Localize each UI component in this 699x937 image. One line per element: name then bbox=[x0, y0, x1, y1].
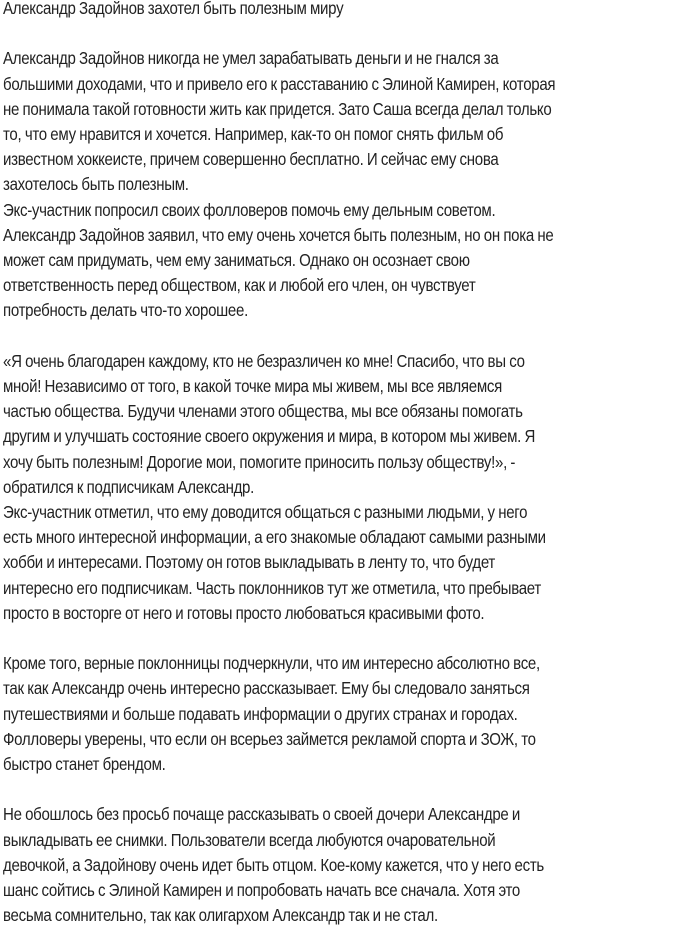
article-line: Александр Задойнов никогда не умел зарабатывать деньги и не гнался за bbox=[3, 48, 499, 68]
article-line: может сам придумать, чем ему заниматься. Однако он осознает свою bbox=[3, 250, 470, 270]
article-line: путешествиями и больше подавать информации о других странах и городах. bbox=[3, 704, 518, 724]
article-line: хобби и интересами. Поэтому он готов выкладывать в ленту то, что будет bbox=[3, 552, 496, 572]
article-line: просто в восторге от него и готовы просто любоваться красивыми фото. bbox=[3, 603, 485, 623]
article-line: быстро станет брендом. bbox=[3, 754, 166, 774]
article-line: Кроме того, верные поклонницы подчеркнули, что им интересно абсолютно все, bbox=[3, 653, 540, 673]
article-line: захотелось быть полезным. bbox=[3, 174, 189, 194]
article-line: есть много интересной информации, а его знакомые обладают самыми разными bbox=[3, 527, 546, 547]
article-line: Фолловеры уверены, что если он всерьез займется рекламой спорта и ЗОЖ, то bbox=[3, 729, 536, 749]
article-line: Александр Задойнов заявил, что ему очень хочется быть полезным, но он пока не bbox=[3, 225, 554, 245]
article-line: Экс-участник попросил своих фолловеров помочь ему дельным советом. bbox=[3, 200, 496, 220]
article-line: шанс сойтись с Элиной Камирен и попробовать начать все сначала. Хотя это bbox=[3, 880, 520, 900]
article-title: Александр Задойнов захотел быть полезным миру bbox=[3, 0, 344, 18]
article-line: обратился к подписчикам Александр. bbox=[3, 477, 255, 497]
article-line: «Я очень благодарен каждому, кто не безразличен ко мне! Спасибо, что вы со bbox=[3, 351, 525, 371]
article-line: потребность делать что-то хорошее. bbox=[3, 300, 248, 320]
article-line: девочкой, а Задойнову очень идет быть отцом. Кое-кому кажется, что у него есть bbox=[3, 855, 544, 875]
article-line: так как Александр очень интересно рассказывает. Ему бы следовало заняться bbox=[3, 678, 530, 698]
article-line: частью общества. Будучи членами этого общества, мы все обязаны помогать bbox=[3, 401, 523, 421]
article-line: большими доходами, что и привело его к расставанию с Элиной Камирен, которая bbox=[3, 74, 556, 94]
article-line: известном хоккеисте, причем совершенно бесплатно. И сейчас ему снова bbox=[3, 149, 499, 169]
article-line: интересно его подписчикам. Часть поклонников тут же отметила, что пребывает bbox=[3, 578, 541, 598]
article-line: не понимала такой готовности жить как придется. Зато Саша всегда делал только bbox=[3, 99, 552, 119]
article-line: Экс-участник отметил, что ему доводится общаться с разными людьми, у него bbox=[3, 502, 528, 522]
article-line: другим и улучшать состояние своего окружения и мира, в котором мы живем. Я bbox=[3, 426, 536, 446]
article-line: Не обошлось без просьб почаще рассказывать о своей дочери Александре и bbox=[3, 804, 521, 824]
article-line: хочу быть полезным! Дорогие мои, помогите приносить пользу обществу!», - bbox=[3, 452, 516, 472]
article-line: весьма сомнительно, так как олигархом Александр так и не стал. bbox=[3, 905, 438, 925]
article-line: мной! Независимо от того, в какой точке мира мы живем, мы все являемся bbox=[3, 376, 502, 396]
article-line: ответственность перед обществом, как и любой его член, он чувствует bbox=[3, 275, 476, 295]
article-line: выкладывать ее снимки. Пользователи всегда любуются очаровательной bbox=[3, 830, 496, 850]
article-line: то, что ему нравится и хочется. Например, как-то он помог снять фильм об bbox=[3, 124, 504, 144]
